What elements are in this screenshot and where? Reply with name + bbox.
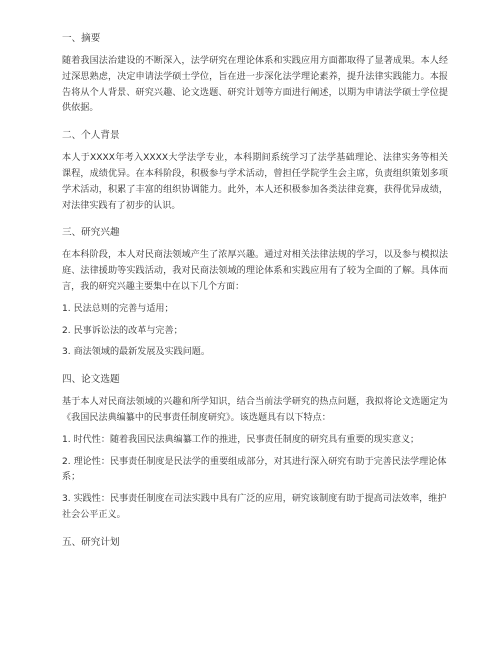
- section-paragraph: 基于本人对民商法领域的兴趣和所学知识，结合当前法学研究的热点问题，我拟将论文选题定为《我国民法典编纂中的民事责任制度研究》。该选题具有以下特点：: [62, 397, 448, 423]
- section-heading: 三、研究兴趣: [62, 227, 120, 239]
- section-heading: 四、论文选题: [62, 374, 120, 386]
- section-heading: 一、摘要: [62, 33, 101, 44]
- section-paragraph: 随着我国法治建设的不断深入，法学研究在理论体系和实践应用方面都取得了显著成果。本人经过深思熟虑，决定申请法学硕士学位，旨在进一步深化法学理论素养，提升法律实践能力。本报告将从个人背景、研究兴趣、论文选题、研究计划等方面进行阐述，以期为申请法学硕士学位提供依据。: [62, 56, 448, 114]
- section-personal-background: [62, 129, 448, 226]
- list-item: 1. 时代性：随着我国民法典编纂工作的推进，民事责任制度的研究具有重要的现实意义；: [62, 434, 420, 445]
- section-thesis-topic: [62, 373, 448, 536]
- section-paragraph: 在本科阶段，本人对民商法领域产生了浓厚兴趣。通过对相关法律法规的学习，以及参与模拟法庭、法律援助等实践活动，我对民商法领域的理论体系和实践应用有了较为全面的了解。具体而言，我的研究兴趣主要集中在以下几个方面：: [62, 250, 448, 292]
- section-paragraph: 本人于XXXX年考入XXXX大学法学专业，本科期间系统学习了法学基础理论、法律实务等相关课程，成绩优异。在本科阶段，积极参与学术活动，曾担任学院学生会主席，负责组织策划多项学术活动，积累了丰富的组织协调能力。此外，本人还积极参加各类法律竞赛，获得优异成绩，对法律实践有了初步的认识。: [62, 153, 448, 211]
- list-item: 2. 民事诉讼法的改革与完善；: [62, 325, 183, 336]
- section-heading: 五、研究计划: [62, 536, 120, 548]
- section-research-interest: [62, 226, 448, 373]
- list-item: 3. 商法领域的最新发展及实践问题。: [62, 347, 210, 358]
- section-heading: 二、个人背景: [62, 130, 120, 142]
- list-item: 1. 民法总则的完善与适用；: [62, 303, 174, 314]
- section-research-plan: [62, 536, 448, 550]
- section-abstract: [62, 32, 448, 129]
- list-item: 2. 理论性：民事责任制度是民法学的重要组成部分，对其进行深入研究有助于完善民法学理论体系；: [62, 456, 447, 483]
- list-item: 3. 实践性：民事责任制度在司法实践中具有广泛的应用，研究该制度有助于提高司法效率，维护社会公平正义。: [62, 494, 447, 520]
- document-body: [62, 32, 448, 550]
